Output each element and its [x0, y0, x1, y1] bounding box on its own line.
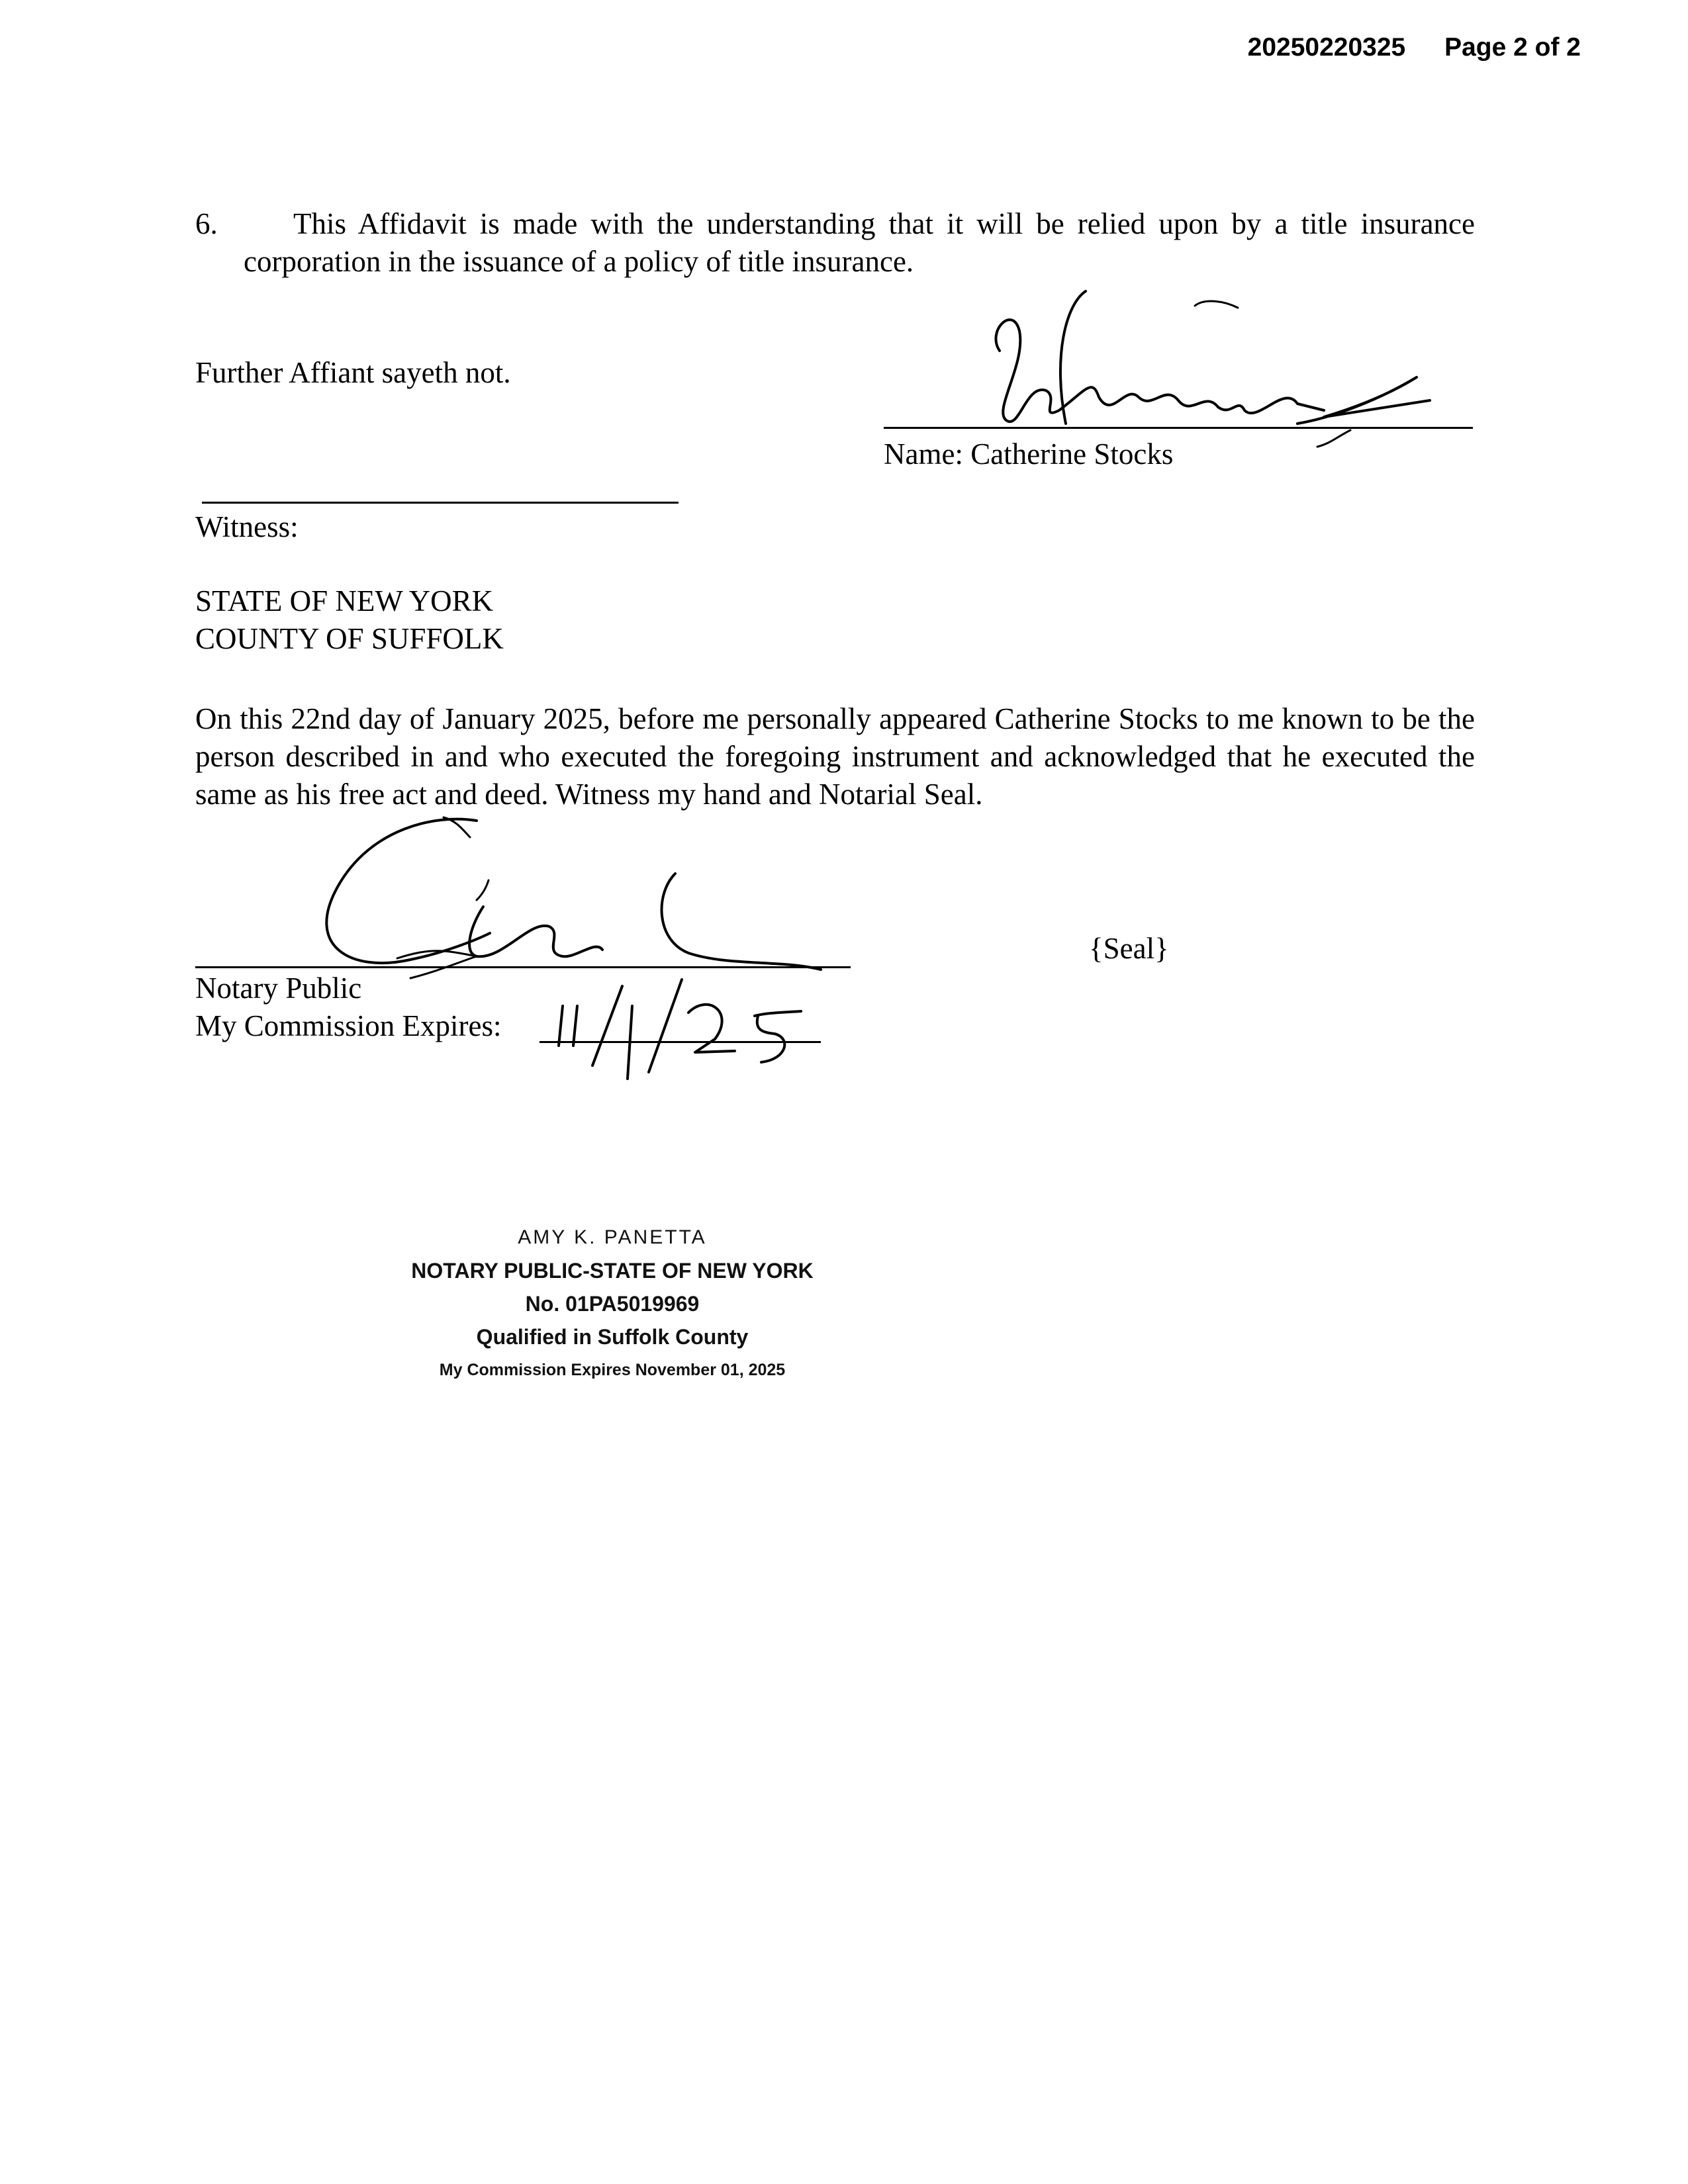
handwritten-expiry-date — [536, 966, 841, 1092]
notary-signature — [278, 807, 874, 986]
affiant-signature-line — [884, 427, 1473, 429]
notary-public-label: Notary Public — [195, 972, 362, 1005]
stamp-expiry: My Commission Expires November 01, 2025 — [439, 1361, 786, 1379]
venue-county: COUNTY OF SUFFOLK — [195, 622, 504, 655]
witness-label: Witness: — [195, 510, 299, 543]
further-affiant-text: Further Affiant sayeth not. — [195, 356, 511, 389]
witness-signature-line — [202, 502, 679, 504]
stamp-qualified-county: Qualified in Suffolk County — [476, 1325, 749, 1349]
paragraph-6-text: This Affidavit is made with the understanding that it will be relied upon by a title insurance corporation in the issuance of a policy of title insurance. — [244, 207, 1475, 278]
affiant-signature — [927, 278, 1470, 443]
stamp-notary-title: NOTARY PUBLIC-STATE OF NEW YORK — [411, 1259, 814, 1283]
paragraph-number: 6. — [195, 207, 218, 240]
stamp-commission-number: No. 01PA5019969 — [525, 1292, 700, 1316]
notary-stamp — [364, 1221, 861, 1387]
acknowledgment-text: On this 22nd day of January 2025, before me personally appeared Catherine Stocks to me known to be the person described in and who executed the foregoing instrument and acknowledged that he executed the same as his free act and deed. Witness my hand and Notarial Seal. — [195, 702, 1475, 811]
page-number: Page 2 of 2 — [1444, 33, 1581, 62]
commission-expires-label: My Commission Expires: — [195, 1009, 502, 1042]
affiant-name-label: Name: Catherine Stocks — [884, 437, 1174, 471]
stamp-notary-name: AMY K. PANETTA — [518, 1226, 707, 1248]
venue-state: STATE OF NEW YORK — [195, 584, 494, 617]
document-number: 20250220325 — [1247, 33, 1406, 62]
page-header — [1248, 33, 1581, 62]
seal-label: {Seal} — [1089, 932, 1169, 965]
